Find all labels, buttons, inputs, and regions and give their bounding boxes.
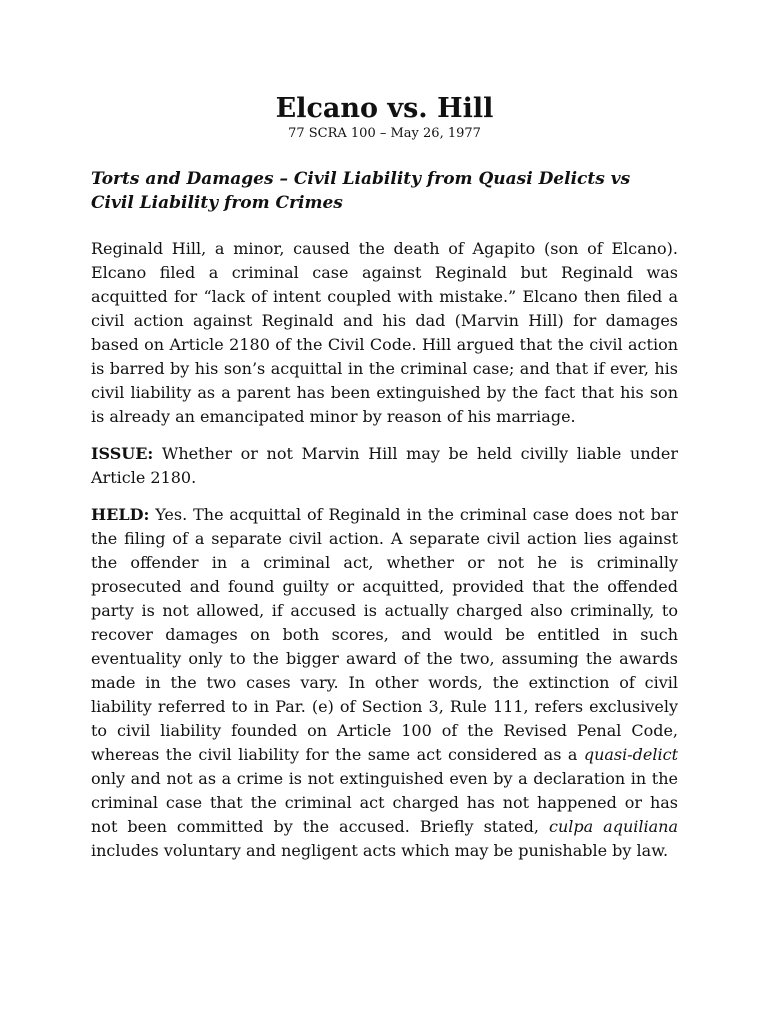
issue-paragraph <box>91 442 678 490</box>
issue-text: Whether or not Marvin Hill may be held civilly liable under Article 2180. <box>91 444 678 487</box>
held-italic-quasi-delict: quasi-delict <box>583 745 678 764</box>
held-text-3: includes voluntary and negligent acts which may be punishable by law. <box>91 841 669 860</box>
issue-label: ISSUE: <box>91 444 154 463</box>
held-italic-culpa-aquiliana: culpa aquiliana <box>549 817 679 836</box>
case-citation: 77 SCRA 100 – May 26, 1977 <box>288 126 481 141</box>
case-title: Elcano vs. Hill <box>275 93 494 124</box>
held-label: HELD: <box>91 505 150 524</box>
document-page <box>91 0 678 863</box>
case-topic: Torts and Damages – Civil Liability from Quasi Delicts vs Civil Liability from Crimes <box>91 169 631 213</box>
held-text-2: only and not as a crime is not extinguished even by a declaration in the criminal case that the criminal act charged has not happened or has not been committed by the accused. Briefly stated, <box>91 769 678 836</box>
held-paragraph <box>91 503 678 863</box>
facts-paragraph: Reginald Hill, a minor, caused the death of Agapito (son of Elcano). Elcano filed a criminal case against Reginald but Reginald was acquitted for “lack of intent coupled with mistake.” Elcano then filed a civil action against Reginald and his dad (Marvin Hill) for damages based on Article 2180 of the Civil Code. Hill argued that the civil action is barred by his son’s acquittal in the criminal case; and that if ever, his civil liability as a parent has been extinguished by the fact that his son is already an emancipated minor by reason of his marriage. <box>91 239 678 426</box>
held-text-1: Yes. The acquittal of Reginald in the criminal case does not bar the filing of a separate civil action. A separate civil action lies against the offender in a criminal act, whether or not he is criminally prosecuted and found guilty or acquitted, provided that the offended party is not allowed, if accused is actually charged also criminally, to recover damages on both scores, and would be entitled in such eventuality only to the bigger award of the two, assuming the awards made in the two cases vary. In other words, the extinction of civil liability referred to in Par. (e) of Section 3, Rule 111, refers exclusively to civil liability founded on Article 100 of the Revised Penal Code, whereas the civil liability for the same act considered as a <box>91 505 678 764</box>
